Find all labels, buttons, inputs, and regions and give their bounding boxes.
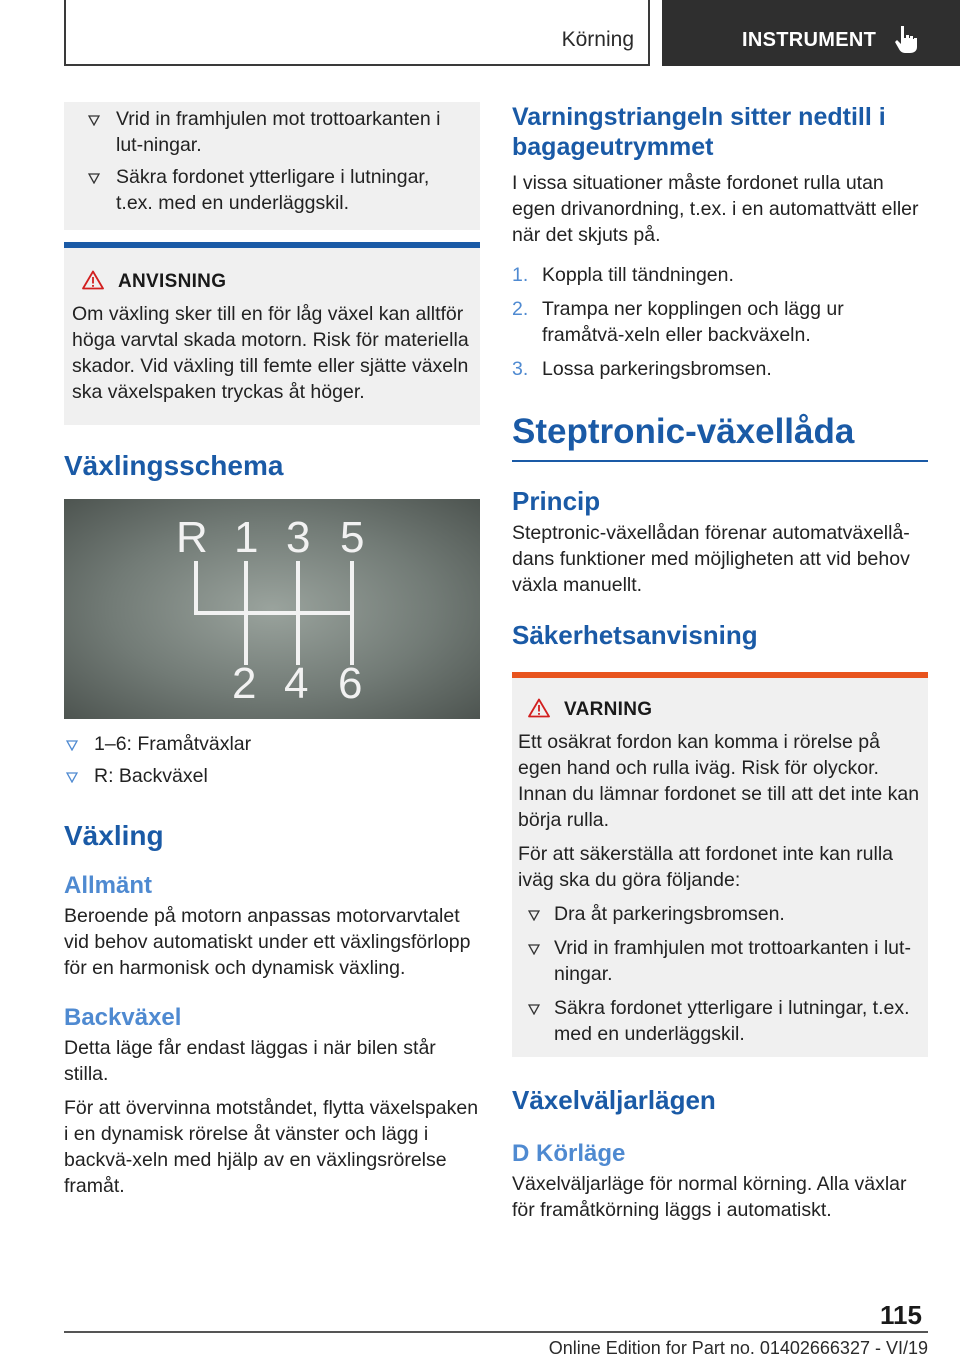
list-item bbox=[64, 731, 480, 757]
bullet-text: Vrid in framhjulen mot trottoarkanten i lut‐ningar. bbox=[116, 108, 441, 156]
list-item bbox=[512, 296, 928, 348]
shift-pattern-heading: Växlingsschema bbox=[64, 450, 284, 481]
list-item bbox=[74, 106, 470, 158]
gear-label-4: 4 bbox=[284, 659, 309, 708]
step-number: 1. bbox=[512, 264, 529, 286]
gear-label-2: 2 bbox=[232, 659, 257, 708]
triangle-bullet-icon bbox=[66, 772, 78, 783]
page-number: 115 bbox=[880, 1300, 922, 1330]
triangle-heading: Varningstriangeln sitter nedtill i bagageutrymmet bbox=[512, 103, 886, 161]
safety-heading: Säkerhetsanvisning bbox=[512, 620, 758, 650]
step-text: Koppla till tändningen. bbox=[542, 264, 734, 286]
warning-box bbox=[512, 672, 928, 1057]
continued-bullet-box bbox=[64, 102, 480, 230]
triangle-bullet-icon bbox=[88, 115, 100, 126]
pointing-hand-icon bbox=[894, 24, 920, 54]
header-section-tab bbox=[64, 0, 650, 66]
warning-triangle-icon bbox=[82, 270, 104, 290]
step-number: 3. bbox=[512, 358, 529, 380]
bullet-text: Vrid in framhjulen mot trottoarkanten i lut‐ningar. bbox=[554, 937, 911, 985]
step-number: 2. bbox=[512, 298, 529, 320]
bullet-text: Säkra fordonet ytterligare i lutningar, t.ex. med en underläggskil. bbox=[116, 166, 430, 214]
selector-heading: Växelväljarlägen bbox=[512, 1085, 716, 1115]
gear-label-1: 1 bbox=[234, 513, 259, 562]
drive-heading: D Körläge bbox=[512, 1140, 626, 1167]
gear-label-3: 3 bbox=[286, 513, 311, 562]
notice-title: ANVISNING bbox=[118, 271, 227, 292]
step-text: Lossa parkeringsbromsen. bbox=[542, 358, 772, 380]
shift-pattern-image bbox=[64, 499, 480, 719]
warning-body-1: Ett osäkrat fordon kan komma i rörelse på egen hand och rulla iväg. Risk för olyckor. Innan du lämnar fordonet se till att det inte kan börja rulla. bbox=[518, 731, 920, 831]
triangle-intro: I vissa situationer måste fordonet rulla utan egen drivanordning, t.ex. i en automattvätt eller när det skjuts på. bbox=[512, 172, 919, 246]
principle-heading: Princip bbox=[512, 486, 601, 516]
list-item bbox=[518, 935, 922, 987]
triangle-bullet-icon bbox=[528, 1004, 540, 1015]
warning-triangle-icon bbox=[528, 698, 550, 718]
list-item bbox=[518, 901, 922, 927]
reverse-heading: Backväxel bbox=[64, 1004, 182, 1031]
triangle-bullet-icon bbox=[88, 173, 100, 184]
gear-label-r: R bbox=[176, 513, 208, 562]
triangle-bullet-icon bbox=[528, 910, 540, 921]
general-heading: Allmänt bbox=[64, 872, 153, 899]
reverse-text-1: Detta läge får endast läggas i när bilen står stilla. bbox=[64, 1037, 436, 1085]
bullet-text: R: Backväxel bbox=[94, 765, 208, 787]
steps-list bbox=[512, 262, 928, 382]
list-item bbox=[74, 164, 470, 216]
general-text: Beroende på motorn anpassas motorvarvtalet vid behov automatiskt under ett växlingsförlopp för en harmonisk och dynamisk växling. bbox=[64, 905, 471, 979]
bullet-text: Säkra fordonet ytterligare i lutningar, t.ex. med en underläggskil. bbox=[554, 997, 910, 1045]
list-item bbox=[64, 763, 480, 789]
step-text: Trampa ner kopplingen och lägg ur framåtvä‐xeln eller backväxeln. bbox=[542, 298, 844, 346]
header-chapter-label: INSTRUMENT bbox=[742, 29, 877, 51]
warning-body-2: För att säkerställa att fordonet inte kan rulla iväg ska du göra följande: bbox=[518, 843, 894, 891]
gear-label-6: 6 bbox=[338, 659, 363, 708]
list-item bbox=[518, 995, 922, 1047]
right-column bbox=[512, 102, 928, 1223]
header-section-label: Körning bbox=[561, 28, 634, 51]
triangle-bullet-icon bbox=[66, 740, 78, 751]
shifting-heading: Växling bbox=[64, 820, 164, 851]
list-item bbox=[512, 262, 928, 288]
triangle-bullet-icon bbox=[528, 944, 540, 955]
notice-box bbox=[64, 242, 480, 425]
steptronic-heading: Steptronic-växellåda bbox=[512, 410, 928, 462]
footer-edition: Online Edition for Part no. 01402666327 - VI/19 bbox=[548, 1338, 928, 1358]
bullet-text: 1–6: Framåtväxlar bbox=[94, 733, 252, 755]
principle-text: Steptronic-växellådan förenar automatväxellå‐dans funktioner med möjligheten att vid behov växla manuellt. bbox=[512, 522, 910, 596]
gear-label-5: 5 bbox=[340, 513, 365, 562]
drive-text: Växelväljarläge för normal körning. Alla växlar för framåtkörning läggs i automatiskt. bbox=[512, 1173, 907, 1221]
list-item bbox=[512, 356, 928, 382]
notice-body: Om växling sker till en för låg växel kan alltför höga varvtal skada motorn. Risk för materiella skador. Vid växling till femte eller sjätte växeln ska växelspaken tryckas åt höger. bbox=[72, 303, 469, 403]
warning-bullets bbox=[518, 901, 922, 1047]
left-column bbox=[64, 102, 480, 1199]
bullet-text: Dra åt parkeringsbromsen. bbox=[554, 903, 785, 925]
shift-pattern-legend bbox=[64, 731, 480, 789]
header-chapter-tab bbox=[662, 0, 960, 66]
warning-title: VARNING bbox=[564, 699, 653, 720]
footer-divider bbox=[64, 1331, 928, 1333]
reverse-text-2: För att övervinna motståndet, flytta växelspaken i en dynamisk rörelse åt vänster och lägg i backvä‐xeln med hjälp av en växlingsrörelse framåt. bbox=[64, 1097, 479, 1197]
